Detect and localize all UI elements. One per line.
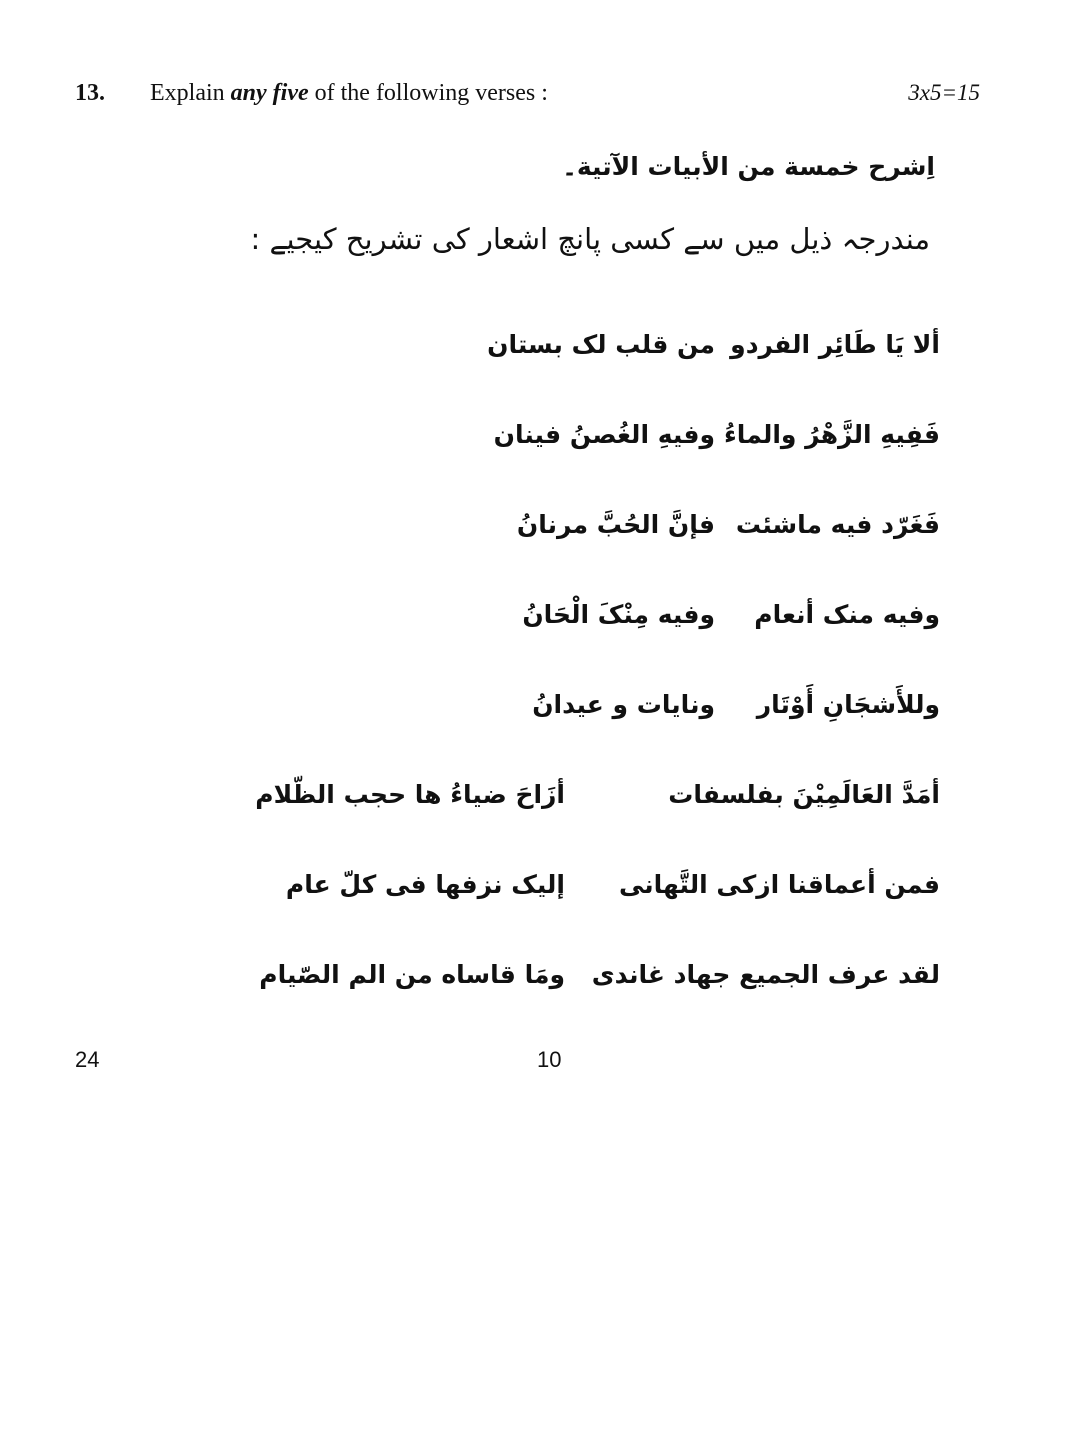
question-text-suffix: of the following verses : xyxy=(308,80,548,106)
verse-second-hemistich: من قلب لک بستان xyxy=(487,330,715,359)
instruction-arabic: اِشرح خمسة من الأبيات الآتية۔ xyxy=(562,152,935,181)
question-marks: 3x5=15 xyxy=(908,80,980,105)
verse-first-hemistich: وللأَشجَانِ أَوْتَار xyxy=(756,690,940,719)
verse-second-hemistich: وفیهِ الغُصنُ فینان xyxy=(493,420,715,449)
verse-second-hemistich: ومَا قاساه من الم الصّیام xyxy=(259,960,565,989)
footer-code: 24 xyxy=(75,1047,100,1072)
verse-second-hemistich: فإنَّ الحُبَّ مرنانُ xyxy=(516,510,715,539)
verse-first-hemistich: فَغَرّد فیه ماشئت xyxy=(735,510,940,539)
verse-first-hemistich: لقد عرف الجمیع جهاد غاندی xyxy=(591,960,940,989)
verse-second-hemistich: أزَاحَ ضیاءُ ها حجب الظّلام xyxy=(255,780,565,809)
question-text-prefix: Explain xyxy=(150,80,231,106)
footer-page-number: 10 xyxy=(537,1047,562,1072)
verse-second-hemistich: ونایات و عیدانُ xyxy=(532,690,715,719)
question-number: 13. xyxy=(75,80,105,106)
verse-first-hemistich: فمن أعماقنا ازکی التَّهانی xyxy=(618,870,940,899)
verse-first-hemistich: ألا یَا طَائِر الفردو xyxy=(730,330,940,359)
verse-second-hemistich: وفیه مِنْکَ الْحَانُ xyxy=(522,600,715,629)
instruction-urdu: مندرجہ ذیل میں سے کسی پانچ اشعار کی تشریح کیجیے : xyxy=(250,222,930,256)
verse-first-hemistich: أمَدَّ العَالَمِیْنَ بفلسفات xyxy=(668,780,940,809)
verse-second-hemistich: إلیک نزفها فی کلّ عام xyxy=(285,870,565,899)
verse-first-hemistich: فَفِیهِ الزَّهْرُ والماءُ xyxy=(724,420,940,449)
question-text-emphasis: any five xyxy=(230,80,309,106)
verse-first-hemistich: وفیه منک أنعام xyxy=(754,600,940,629)
